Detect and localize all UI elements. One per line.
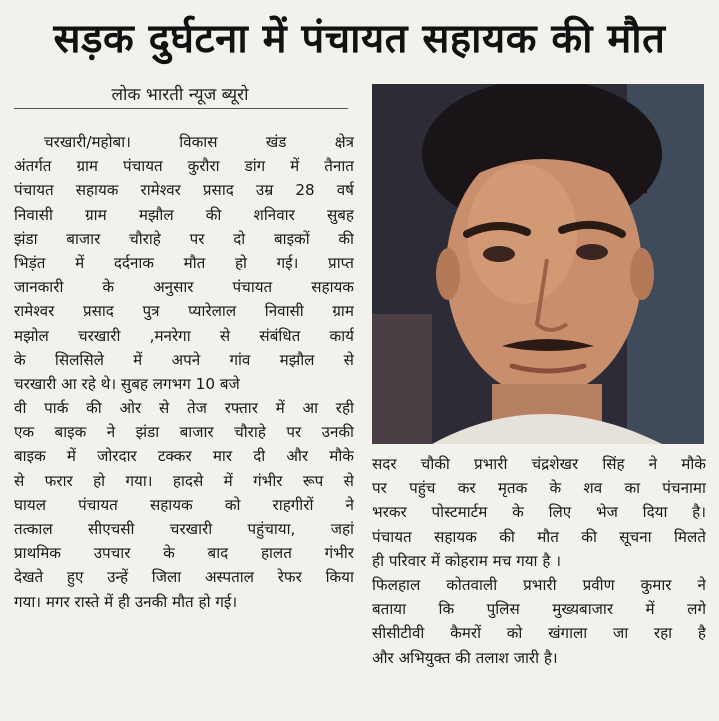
headline: सड़क दुर्घटना में पंचायत सहायक की मौत	[53, 15, 666, 62]
article-text-line: और अभियुक्त की तलाश जारी है।	[372, 648, 558, 667]
article-text-line: से फरार हो गया। हादसे में गंभीर रूप से	[14, 471, 354, 490]
byline-divider	[14, 108, 348, 109]
article-text-line: पंचायत सहायक की मौत की सूचना मिलते	[372, 527, 706, 546]
article-text-line: वी पार्क की ओर से तेज रफ्तार में आ रही	[14, 399, 354, 418]
article-text-line: फिलहाल कोतवाली प्रभारी प्रवीण कुमार ने	[372, 575, 706, 594]
article-text-line: बाइक में जोरदार टक्कर मार दी और मौके	[14, 447, 354, 466]
article-text-line: भरकर पोस्टमार्टम के लिए भेज दिया है।	[372, 503, 706, 522]
article-text-line: घायल पंचायत सहायक को राहगीरों ने	[14, 495, 354, 514]
portrait-illustration	[372, 84, 704, 444]
article-text-line: तत्काल सीएचसी चरखारी पहुंचाया, जहां	[14, 520, 354, 538]
article-text-line: ही परिवार में कोहराम मच गया है ।	[372, 551, 561, 570]
article-text-line: भिड़ंत में दर्दनाक मौत हो गई। प्राप्त	[14, 253, 354, 272]
article-text-line: पंचायत सहायक रामेश्वर प्रसाद उम्र 28 वर्ष	[14, 181, 354, 200]
article-text-line: बताया कि पुलिस मुख्यबाजार में लगे	[372, 600, 706, 619]
article-text-line: निवासी ग्राम मझौल की शनिवार सुबह	[14, 205, 354, 224]
article-text-line: चरखारी/महोबा। विकास खंड क्षेत्र	[44, 133, 354, 151]
article-body-left-column	[14, 130, 354, 614]
byline: लोक भारती न्यूज ब्यूरो	[111, 85, 249, 105]
article-text-line: एक बाइक ने झंडा बाजार चौराहे पर उनकी	[14, 423, 354, 442]
article-text-line: के सिलसिले में अपने गांव मझौल से	[14, 350, 354, 369]
article-body-right-column	[372, 452, 706, 670]
article-text-line: देखते हुए उन्हें जिला अस्पताल रेफर किया	[14, 568, 354, 587]
article-text-line: रामेश्वर प्रसाद पुत्र प्यारेलाल निवासी ग्राम	[14, 302, 354, 321]
article-text-line: चरखारी आ रहे थे। सुबह लगभग 10 बजे	[14, 374, 240, 393]
article-text-line: सदर चौकी प्रभारी चंद्रशेखर सिंह ने मौके	[372, 455, 706, 473]
article-text-line: झंडा बाजार चौराहे पर दो बाइकों की	[14, 229, 354, 248]
article-text-line: प्राथमिक उपचार के बाद हालत गंभीर	[14, 544, 354, 563]
article-text-line: मझोल चरखारी ,मनरेगा से संबंधित कार्य	[14, 326, 354, 345]
article-text-line: सीसीटीवी कैमरों को खंगाला जा रहा है	[372, 624, 706, 643]
article-text-line: पर पहुंच कर मृतक के शव का पंचनामा	[372, 479, 706, 498]
article-text-line: अंतर्गत ग्राम पंचायत कुरौरा डांग में तैनात	[14, 157, 354, 176]
portrait-photo	[372, 84, 704, 444]
article-text-line: जानकारी के अनुसार पंचायत सहायक	[14, 278, 354, 297]
article-text-line: गया। मगर रास्ते में ही उनकी मौत हो गई।	[14, 592, 238, 611]
